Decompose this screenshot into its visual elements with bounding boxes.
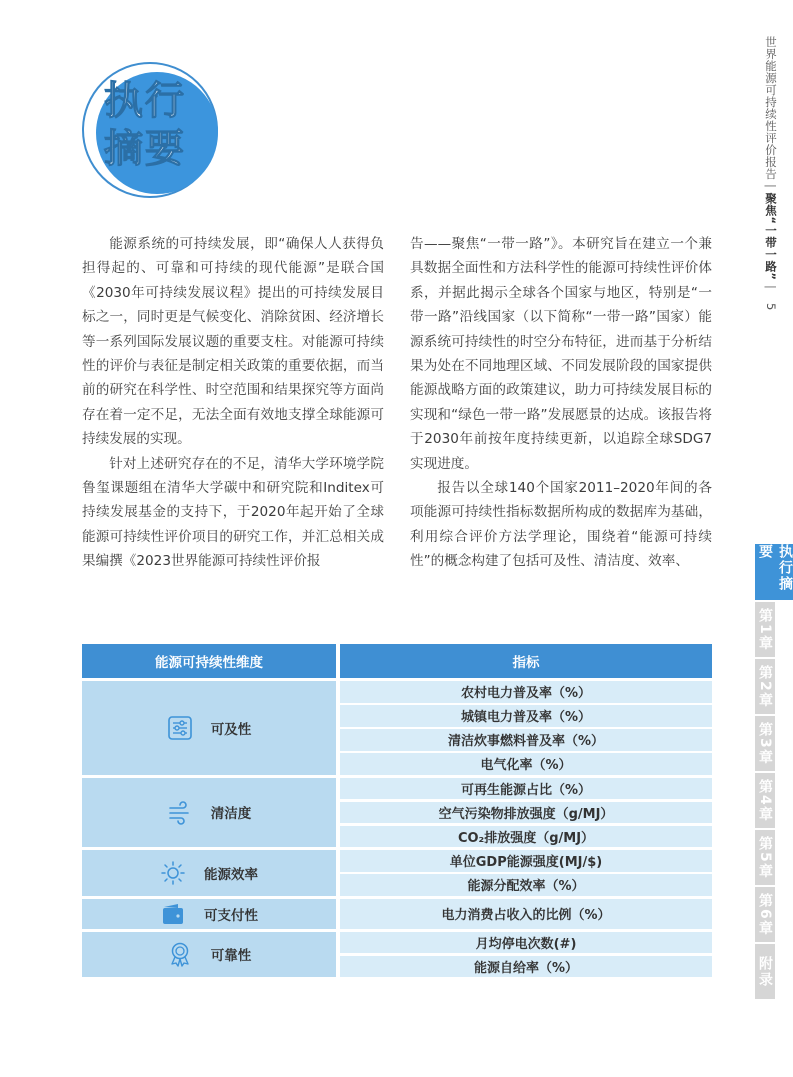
header-dimension: 能源可持续性维度 [82,644,336,678]
indicator-cell: 电力消费占收入的比例（%） [340,899,712,929]
indicator-cell: 可再生能源占比（%） [340,778,712,800]
indicator-cell: 单位GDP能源强度(MJ/$) [340,850,712,872]
tab-executive-summary[interactable]: 执行摘要 [755,544,793,600]
wind-icon [167,799,193,825]
dimension-label: 可及性 [210,721,252,738]
title-line-1: 执行 [104,79,187,124]
sun-icon [160,860,186,886]
tab-chapter-3[interactable]: 第3章 [755,716,775,771]
tab-appendix[interactable]: 附录 [755,944,775,999]
tab-chapter-6[interactable]: 第6章 [755,887,775,942]
dimension-cell [82,850,336,896]
dimension-cell [82,681,336,775]
dimension-label: 能源效率 [204,866,258,883]
dimension-cell [82,932,336,978]
title-line-2: 摘要 [104,127,187,172]
indicator-cell: 月均停电次数(#) [340,932,712,954]
dimension-cell [82,899,336,929]
dimension-cell [82,778,336,848]
tab-chapter-5[interactable]: 第5章 [755,830,775,885]
award-icon [167,941,193,967]
running-header [757,36,779,311]
indicator-cell: 能源分配效率（%） [340,874,712,896]
tab-chapter-4[interactable]: 第4章 [755,773,775,828]
dimension-label: 可靠性 [210,948,252,965]
table-row [82,778,712,848]
sliders-icon [167,715,193,741]
report-focus: 聚焦“一带一路” [764,192,778,281]
header-indicator: 指标 [340,644,712,678]
indicator-cell: 城镇电力普及率（%） [340,705,712,727]
indicator-list [340,850,712,896]
page-number: 5 [764,302,778,311]
table-header [82,644,712,678]
chapter-tabs [755,544,793,1001]
paragraph: 告——聚焦“一带一路”》。本研究旨在建立一个兼具数据全面性和方法科学性的能源可持续性评价体系，并据此揭示全球各个国家与地区，特别是“一带一路”沿线国家（以下简称“一带一路”国家）能源系统可持续性的时空分布特征，进而基于分析结果为处在不同地理区域、不同发展阶段的国家提供能源战略方面的政策建议，助力可持续发展目标的实现和“绿色一带一路”发展愿景的达成。该报告将于2030年前按年度持续更新，以追踪全球SDG7实现进度。 [410,236,712,472]
indicator-list [340,778,712,848]
paragraph: 针对上述研究存在的不足，清华大学环境学院鲁玺课题组在清华大学碳中和研究院和Inditex可持续发展基金的支持下，于2020年起开始了全球能源可持续性评价项目的研究工作，并汇总相关成果编撰《2023世界能源可持续性评价报 [82,455,384,570]
paragraph: 能源系统的可持续发展，即“确保人人获得负担得起的、可靠和可持续的现代能源”是联合国《2030年可持续发展议程》提出的可持续发展目标之一，同时更是气候变化、消除贫困、经济增长等一系列国际发展议题的重要支柱。对能源可持续性的评价与表征是制定相关政策的重要依据，而当前的研究在科学性、时空范围和结果探究等方面尚存在着一定不足，无法全面有效地支撑全球能源可持续发展的实现。 [82,236,384,448]
tab-chapter-2[interactable]: 第2章 [755,659,775,714]
dimension-label: 清洁度 [210,806,252,823]
page-title [104,78,214,174]
tab-chapter-1[interactable]: 第1章 [755,602,775,657]
header-separator: | [764,284,778,289]
indicator-cell: 空气污染物排放强度（g/MJ） [340,802,712,824]
paragraph: 报告以全球140个国家2011–2020年间的各项能源可持续性指标数据所构成的数据库为基础，利用综合评价方法学理论，围绕着“能源可持续性”的概念构建了包括可及性、清洁度、效率、 [410,480,712,570]
report-title: 世界能源可持续性评价报告 [764,36,778,180]
table-row [82,932,712,978]
header-separator: | [764,184,778,189]
wallet-icon [160,901,186,927]
indicator-list [340,932,712,978]
indicator-cell: 电气化率（%） [340,753,712,775]
dimension-label: 可支付性 [204,907,258,924]
table-row [82,681,712,775]
body-column-right [410,232,712,574]
indicator-cell: 能源自给率（%） [340,956,712,978]
body-column-left [82,232,384,574]
indicator-cell: CO₂排放强度（g/MJ） [340,826,712,848]
table-row [82,850,712,896]
indicator-cell: 清洁炊事燃料普及率（%） [340,729,712,751]
indicator-table [82,644,712,977]
table-row [82,899,712,929]
indicator-list [340,899,712,929]
indicator-cell: 农村电力普及率（%） [340,681,712,703]
title-badge [82,62,218,198]
indicator-list [340,681,712,775]
